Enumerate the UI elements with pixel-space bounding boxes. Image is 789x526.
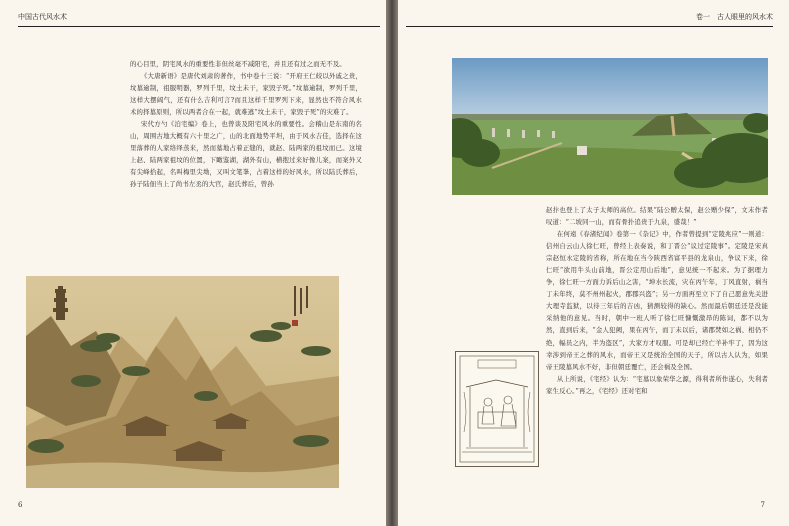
header-rule-left bbox=[18, 26, 380, 27]
paragraph: 赵抃也登上了太子太师的高位。结果“陆公赠太保，赵公赠少保”，文末作者叹道：“二坡同一山，而有骨扑追贵于九泉，盛哉！” bbox=[546, 206, 768, 227]
paragraph: 在何遠《春渚纪闻》卷第一《杂记》中，作者曾提到“定陵兆应”一则道：信州自云山人徐仁旺，曾经上表奏说，和丁晋公“议过定陵事”。定陵是宋真宗赵恒永定陵的省称，所在地在当今陕西省富平县的龙泉山，争议下来，徐仁旺“欲用牛头山前地，晋公定用山后地”，意见统一不起来。为了据理力争，徐仁旺一方面力诉后山之害，“坤水长流，灾在丙午年，丁风直射，祸当丁未年终，莫不州州起火，郡郡兴盗”；另一方面再至立下了自己愿意先关进大理寺监狱，以待三年后的吉凶，猜测较得的缺心。然而最后朝廷还是没能采纳他的意见。当时，朝中一班人听了徐仁旺慷慨激昂的陈词，都不以为然，直到后来，“金人犯阙，果在丙午，而丁未以后，诸郡焚如之祸、相仍不绝，幅员之内，半为盗区”，大家方才叹服。可是却已经亡羊补牢了，因为这幸涉到帝王之葬的风水，而帝王又是统治全国的天子，所以古人认为，如果帝王陵墓风水不好，非但朝廷覆亡，还会祸及全国。 bbox=[546, 230, 768, 371]
running-head-left: 中国古代风水术 bbox=[18, 13, 67, 21]
tomb-landscape-photo bbox=[452, 58, 768, 195]
page-number-left: 6 bbox=[18, 501, 23, 509]
header-rule-right bbox=[406, 26, 773, 27]
woodcut-drawing bbox=[456, 352, 538, 466]
body-text-right bbox=[546, 204, 768, 397]
body-text-left bbox=[130, 58, 362, 191]
running-head-right: 卷一 古人眼里的风水术 bbox=[696, 13, 773, 21]
left-page bbox=[0, 0, 386, 526]
right-page bbox=[398, 0, 789, 526]
paragraph: 宋代方勺《泊宅编》卷上，也曾谈及阳宅风水的重要性。会稽山是东南的名山，周围古地大概有六十里之广，山的北面地势平坦，由于风水吉佳，选择在这里落葬的人家络绎蒸来，然而墓地占着正缝的，就赵、陆两家的祖坟而已。这境上赵、陆两家祖坟的位置，下瞰鉴湖，湖外有山，横抱过来好像儿案，而案外又有尖峰拾起，名叫梅里尖坳，又叫文笔峯，占着这样的好风水，所以陆氏葬后，孙子陆佃当上了尚书左丞的大官，赵氏葬后，曾孙 bbox=[130, 120, 362, 189]
paragraph: 的心目里，阴宅风水的重要性非但丝毫不减阳宅，并且还有过之而无不及。 bbox=[130, 60, 346, 68]
page-number-right: 7 bbox=[760, 501, 765, 509]
book-gutter bbox=[386, 0, 398, 526]
paragraph: 《大唐新语》是唐代刘肃的著作，书中卷十三说：“开府王仁皎以外戚之贵，坟墓逾制，祖服明器，罗列千里，坟土未干，家毁子死。”坟墓逾制，罗列千里，这样大摆阔气，还有什么吉利可言?而且这样千里罗列下来，显然也不符合风水术的择墓原则，所以两者合在一起，就难逃“坟土未干，家毁子死”的灾难了。 bbox=[130, 72, 362, 117]
woodcut-illustration bbox=[455, 351, 539, 467]
paragraph: 从上所说，《宅经》认为：“宅墓以象荣华之源，得利者所作遂心，失利者家生反心。”再之，《宅经》还对宅和 bbox=[546, 374, 768, 395]
landscape-painting bbox=[26, 276, 339, 488]
